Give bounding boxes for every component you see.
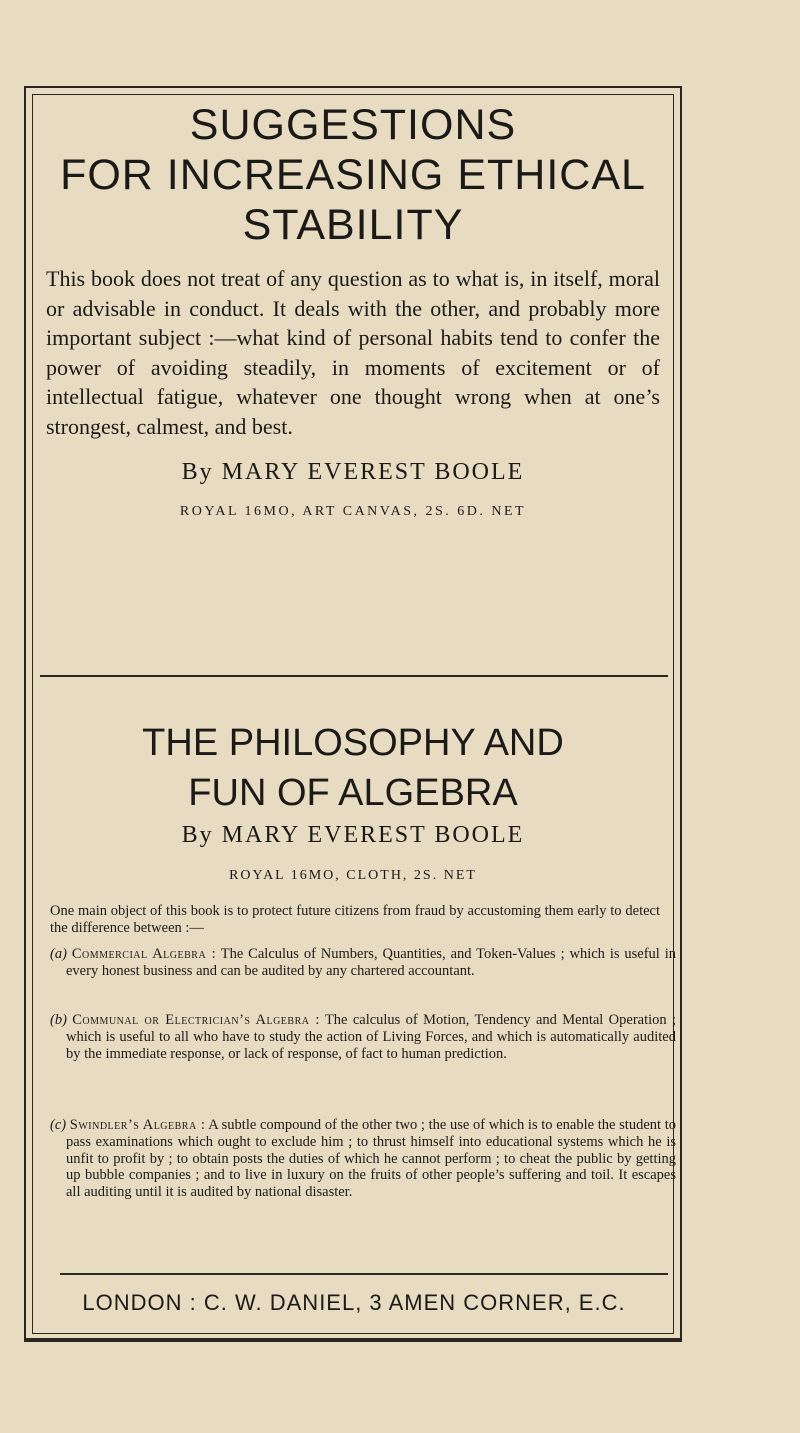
section-divider <box>40 675 668 677</box>
list-item: (b) Communal or Electrician’s Algebra : The calculus of Motion, Tendency and Mental Operation ; which is useful to all who have to study the action of Living Forces, and which is automatically audited by the immediate response, or lack of response, of fact to human prediction. <box>50 1012 677 1062</box>
book1-title: SUGGESTIONS FOR INCREASING ETHICAL STABILITY <box>60 101 646 249</box>
list-item: (c) Swindler’s Algebra : A subtle compound of the other two ; the use of which is to enable the student to pass examinations which ought to exclude him ; to thrust himself into educational systems which he is unfit to profit by ; to obtain posts the duties of which he cannot perform ; to cheat the public by getting up bubble companies ; and to live in luxury on the fruits of other people’s suffering and toil. It escapes all auditing until it is audited by national disaster. <box>50 1117 677 1201</box>
book2-intro: One main object of this book is to protect future citizens from fraud by accustoming them early to detect the difference between :— <box>50 903 660 936</box>
list-item: (a) Commercial Algebra : The Calculus of Numbers, Quantities, and Token-Values ; which is useful in every honest business and can be audited by any chartered accountant. <box>50 946 676 979</box>
book1-description: This book does not treat of any question as to what is, in itself, moral or advisable in conduct. It deals with the other, and probably more important subject :—what kind of personal habits tend to confer the power of avoiding steadily, in moments of excitement or of intellectual fatigue, whatever one thought wrong when at one’s strongest, calmest, and best. <box>46 266 660 439</box>
book2-title: THE PHILOSOPHY AND FUN OF ALGEBRA <box>142 722 564 814</box>
book2-author: By MARY EVEREST BOOLE <box>181 822 525 848</box>
book1-author: By MARY EVEREST BOOLE <box>181 459 525 485</box>
publisher-imprint: LONDON : C. W. DANIEL, 3 AMEN CORNER, E.C. <box>82 1290 626 1315</box>
book2-publication: ROYAL 16MO, CLOTH, 2S. NET <box>229 868 477 883</box>
book1-advert <box>38 100 668 656</box>
bottom-border <box>24 1338 682 1340</box>
book1-publication: ROYAL 16MO, ART CANVAS, 2S. 6D. NET <box>179 504 527 519</box>
footer-divider <box>60 1273 668 1275</box>
